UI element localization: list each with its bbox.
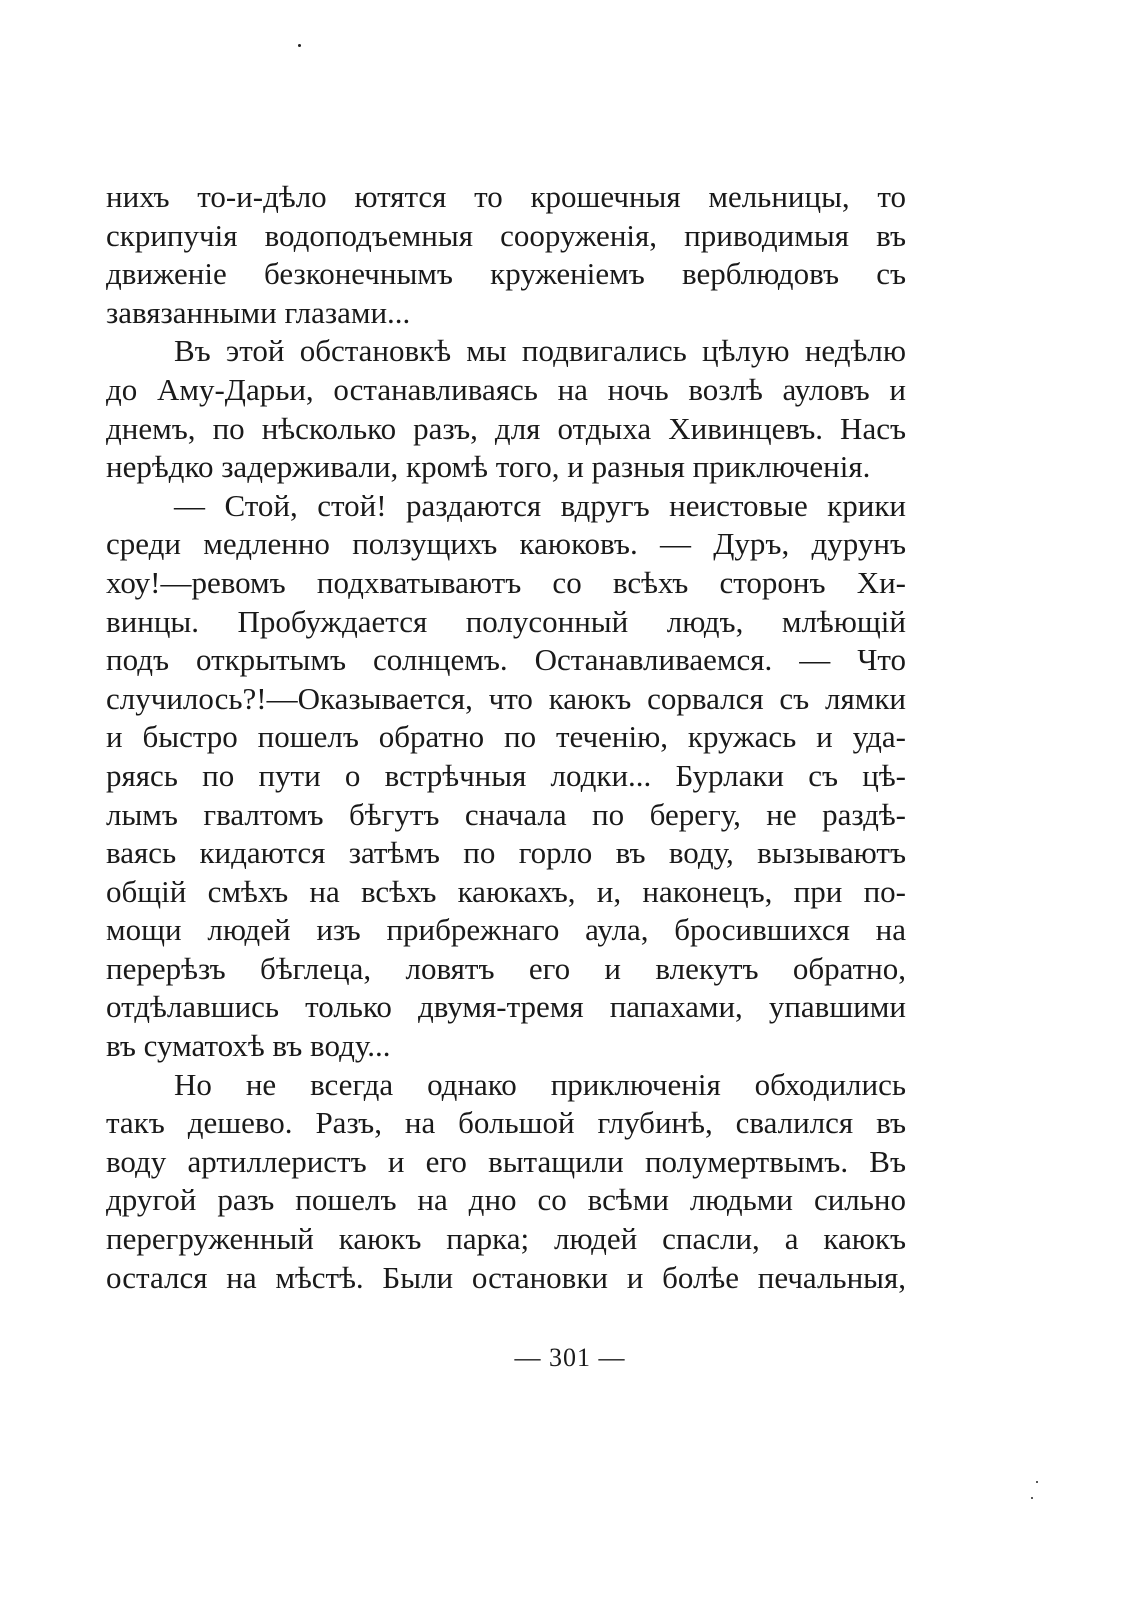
scan-speck	[1036, 1481, 1038, 1483]
text-line: перегруженный каюкъ парка; людей спасли, а каюкъ	[106, 1221, 906, 1257]
text-line: Въ этой обстановкѣ мы подвигались цѣлую недѣлю	[174, 333, 906, 369]
text-line: другой разъ пошелъ на дно со всѣми людьми сильно	[106, 1182, 906, 1218]
text-line: отдѣлавшись только двумя-тремя папахами, упавшими	[106, 989, 906, 1025]
text-line: лымъ гвалтомъ бѣгутъ сначала по берегу, не раздѣ-	[106, 796, 906, 832]
text-line: ваясь кидаются затѣмъ по горло въ воду, вызываютъ	[106, 835, 906, 871]
text-line: и быстро пошелъ обратно по теченію, кружась и уда-	[106, 719, 906, 755]
text-line: движеніе безконечнымъ круженіемъ верблюдовъ съ	[106, 256, 906, 292]
text-line: винцы. Пробуждается полусонный людъ, млѣющій	[106, 603, 906, 639]
text-line: скрипучія водоподъемныя сооруженія, приводимыя въ	[106, 217, 906, 253]
text-line: среди медленно ползущихъ каюковъ. — Дуръ, дурунъ	[106, 526, 906, 562]
text-line: такъ дешево. Разъ, на большой глубинѣ, свалился въ	[106, 1105, 906, 1141]
text-line: общій смѣхъ на всѣхъ каюкахъ, и, наконецъ, при по-	[106, 873, 906, 909]
text-line: днемъ, по нѣсколько разъ, для отдыха Хивинцевъ. Насъ	[106, 410, 906, 446]
text-line: нихъ то-и-дѣло ютятся то крошечныя мельницы, то	[106, 179, 906, 214]
text-line: случилось?!—Оказывается, что каюкъ сорвался съ лямки	[106, 680, 906, 716]
text-line: завязанными глазами...	[106, 294, 411, 330]
text-line: ряясь по пути о встрѣчныя лодки... Бурлаки съ цѣ-	[106, 757, 906, 793]
text-line: перерѣзъ бѣглеца, ловятъ его и влекутъ обратно,	[106, 950, 906, 986]
text-line: — Стой, стой! раздаются вдругъ неистовые крики	[174, 487, 906, 523]
text-line: мощи людей изъ прибрежнаго аула, бросившихся на	[106, 912, 906, 948]
text-line: остался на мѣстѣ. Были остановки и болѣе печальныя,	[106, 1259, 906, 1295]
scan-speck	[1031, 1497, 1033, 1499]
text-line: Но не всегда однако приключенія обходились	[174, 1066, 906, 1102]
text-line: нерѣдко задерживали, кромѣ того, и разныя приключенія.	[106, 449, 871, 485]
paragraph	[106, 487, 906, 1066]
paragraph	[106, 178, 906, 332]
text-line: хоу!—ревомъ подхватываютъ со всѣхъ сторонъ Хи-	[106, 564, 906, 600]
scan-speck	[298, 44, 301, 47]
text-line: въ суматохѣ въ воду...	[106, 1028, 391, 1064]
body-text	[106, 178, 906, 1297]
paragraph	[106, 1066, 906, 1298]
page-number: — 301 —	[514, 1343, 626, 1372]
text-line: подъ открытымъ солнцемъ. Останавливаемся. — Что	[106, 642, 906, 678]
text-line: воду артиллеристъ и его вытащили полумертвымъ. Въ	[106, 1143, 906, 1179]
paragraph	[106, 332, 906, 486]
text-line: до Аму-Дарьи, останавливаясь на ночь возлѣ ауловъ и	[106, 371, 906, 407]
